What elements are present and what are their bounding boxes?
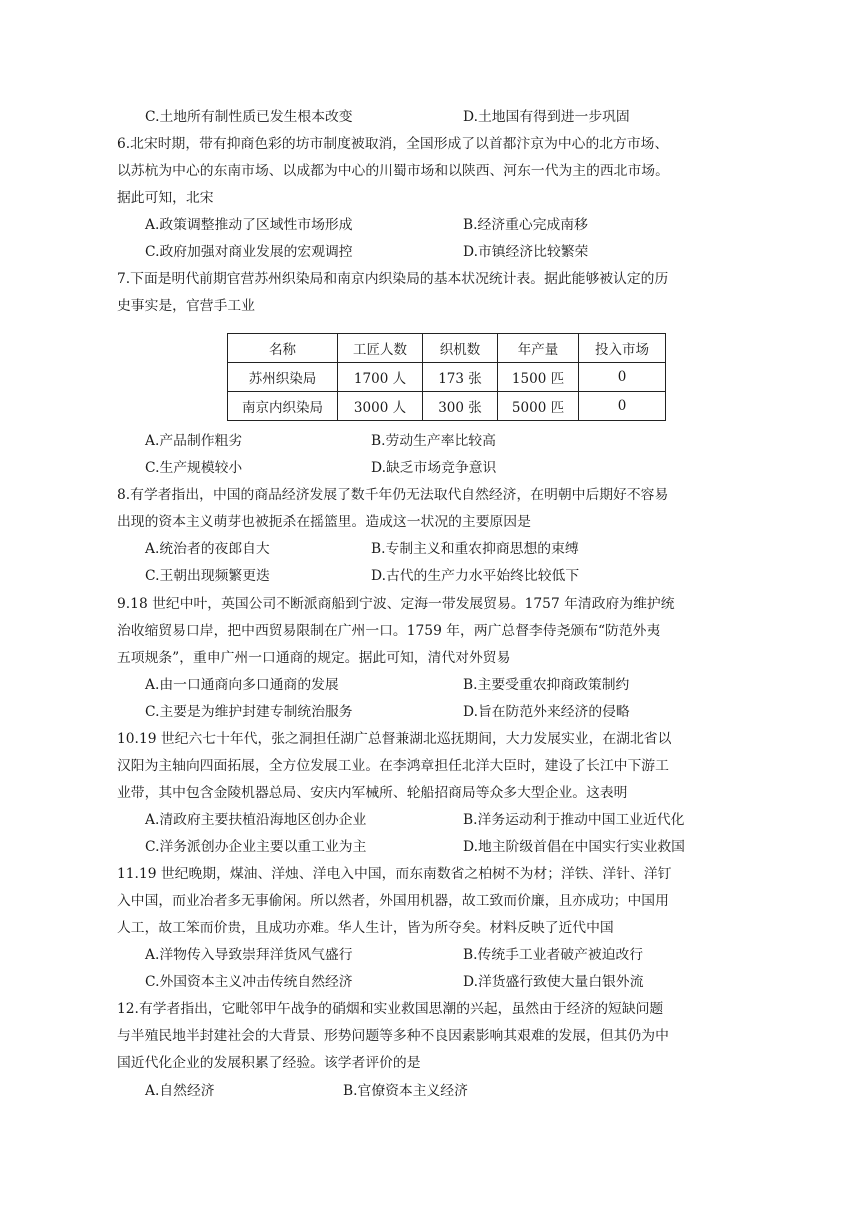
q11-option-d: D.洋货盛行致使大量白银外流 [463,974,644,990]
q10-stem-line-1: 10.19 世纪六七十年代，张之洞担任湖广总督兼湖北巡抚期间，大力发展实业，在湖北省以 [117,731,672,747]
table-cell: 苏州织染局 [228,363,338,392]
q11-option-b: B.传统手工业者破产被迫改行 [463,947,644,963]
q7-options-row-cd [145,458,845,478]
q11-option-c: C.外国资本主义冲击传统自然经济 [145,974,353,990]
q5-options-row-cd [145,107,845,127]
q11-stem-line-1: 11.19 世纪晚期，煤油、洋烛、洋电入中国，而东南数省之柏树不为材；洋铁、洋针、洋钉 [117,866,672,882]
q6-options-row-cd [145,242,845,262]
q10-stem-line-3: 业带，其中包含金陵机器总局、安庆内军械所、轮船招商局等众多大型企业。这表明 [117,785,628,801]
q9-stem-line-2: 治收缩贸易口岸，把中西贸易限制在广州一口。1759 年，两广总督李侍尧颁布“防范外夷 [117,623,661,639]
q9-option-d: D.旨在防范外来经济的侵略 [463,704,630,720]
table-cell: 南京内织染局 [228,392,338,421]
table-cell: 1700 人 [338,363,423,392]
q7-statistics-table [227,333,666,421]
q7-option-b: B.劳动生产率比较高 [371,433,496,449]
q5-option-c: C.土地所有制性质已发生根本改变 [145,109,353,125]
q12-stem-line-2: 与半殖民地半封建社会的大背景、形势问题等多种不良因素影响其艰难的发展，但其仍为中 [117,1028,669,1044]
table-header-cell: 工匠人数 [338,334,423,363]
q6-option-c: C.政府加强对商业发展的宏观调控 [145,244,353,260]
q10-option-c: C.洋务派创办企业主要以重工业为主 [145,839,367,855]
q11-option-a: A.洋物传入导致崇拜洋货风气盛行 [145,947,353,963]
table-cell: 0 [579,392,666,421]
q6-stem-line-3: 据此可知，北宋 [117,190,214,206]
q6-options-row-ab [145,215,845,235]
q11-stem-line-2: 入中国，而业冶者多无事偷闲。所以然者，外国用机器，故工致而价廉，且亦成功；中国用 [117,893,669,909]
q10-option-b: B.洋务运动利于推动中国工业近代化 [463,812,685,828]
q9-stem-line-1: 9.18 世纪中叶，英国公司不断派商船到宁波、定海一带发展贸易。1757 年清政府为维护统 [117,596,675,612]
table-cell: 300 张 [423,392,498,421]
table-header-cell: 投入市场 [579,334,666,363]
table-header-cell: 织机数 [423,334,498,363]
q8-option-b: B.专制主义和重农抑商思想的束缚 [371,541,579,557]
q7-option-c: C.生产规模较小 [145,460,243,476]
table-cell: 3000 人 [338,392,423,421]
q9-option-a: A.由一口通商向多口通商的发展 [145,677,339,693]
q6-option-b: B.经济重心完成南移 [463,217,588,233]
q8-option-d: D.古代的生产力水平始终比较低下 [371,568,580,584]
q12-options-row-ab [145,1081,845,1101]
table-cell: 5000 匹 [498,392,579,421]
q12-stem-line-3: 国近代化企业的发展积累了经验。该学者评价的是 [117,1055,421,1071]
table-cell: 173 张 [423,363,498,392]
table-header-cell: 年产量 [498,334,579,363]
q8-stem-line-2: 出现的资本主义萌芽也被扼杀在摇篮里。造成这一状况的主要原因是 [117,514,531,530]
q7-option-d: D.缺乏市场竞争意识 [371,460,497,476]
q9-option-c: C.主要是为维护封建专制统治服务 [145,704,353,720]
q8-option-c: C.王朝出现频繁更迭 [145,568,270,584]
q7-options-row-ab [145,431,845,451]
q10-options-row-ab [145,810,845,830]
table-header-cell: 名称 [228,334,338,363]
q7-stem-line-1: 7.下面是明代前期官营苏州织染局和南京内织染局的基本状况统计表。据此能够被认定的历 [117,271,669,287]
q11-options-row-ab [145,945,845,965]
q12-option-b: B.官僚资本主义经济 [343,1083,468,1099]
q6-stem-line-2: 以苏杭为中心的东南市场、以成都为中心的川蜀市场和以陕西、河东一代为主的西北市场。 [117,163,669,179]
q8-options-row-ab [145,539,845,559]
table-cell: 1500 匹 [498,363,579,392]
q10-option-d: D.地主阶级首倡在中国实行实业救国 [463,839,685,855]
q8-options-row-cd [145,566,845,586]
q10-options-row-cd [145,837,845,857]
q6-stem-line-1: 6.北宋时期，带有抑商色彩的坊市制度被取消，全国形成了以首都汴京为中心的北方市场、 [117,136,669,152]
q12-option-a: A.自然经济 [145,1083,215,1099]
q6-option-a: A.政策调整推动了区域性市场形成 [145,217,353,233]
q9-options-row-cd [145,702,845,722]
table-cell: 0 [579,363,666,392]
q7-stem-line-2: 史事实是，官营手工业 [117,298,255,314]
q9-options-row-ab [145,675,845,695]
q8-option-a: A.统治者的夜郎自大 [145,541,270,557]
table-row [228,363,666,392]
q10-option-a: A.清政府主要扶植沿海地区创办企业 [145,812,367,828]
q11-options-row-cd [145,972,845,992]
table-header-row [228,334,666,363]
q7-option-a: A.产品制作粗劣 [145,433,243,449]
q8-stem-line-1: 8.有学者指出，中国的商品经济发展了数千年仍无法取代自然经济，在明朝中后期好不容易 [117,487,669,503]
q9-option-b: B.主要受重农抑商政策制约 [463,677,630,693]
q12-stem-line-1: 12.有学者指出，它毗邻甲午战争的硝烟和实业救国思潮的兴起，虽然由于经济的短缺问题 [117,1001,664,1017]
q5-option-d: D.土地国有得到进一步巩固 [463,109,630,125]
q11-stem-line-3: 人工，故工笨而价贵，且成功亦难。华人生计，皆为所夺矣。材料反映了近代中国 [117,920,614,936]
q9-stem-line-3: 五项规条”，重申广州一口通商的规定。据此可知，清代对外贸易 [117,650,511,666]
q10-stem-line-2: 汉阳为主轴向四面拓展，全方位发展工业。在李鸿章担任北洋大臣时，建设了长江中下游工 [117,758,669,774]
table-row [228,392,666,421]
q6-option-d: D.市镇经济比较繁荣 [463,244,589,260]
